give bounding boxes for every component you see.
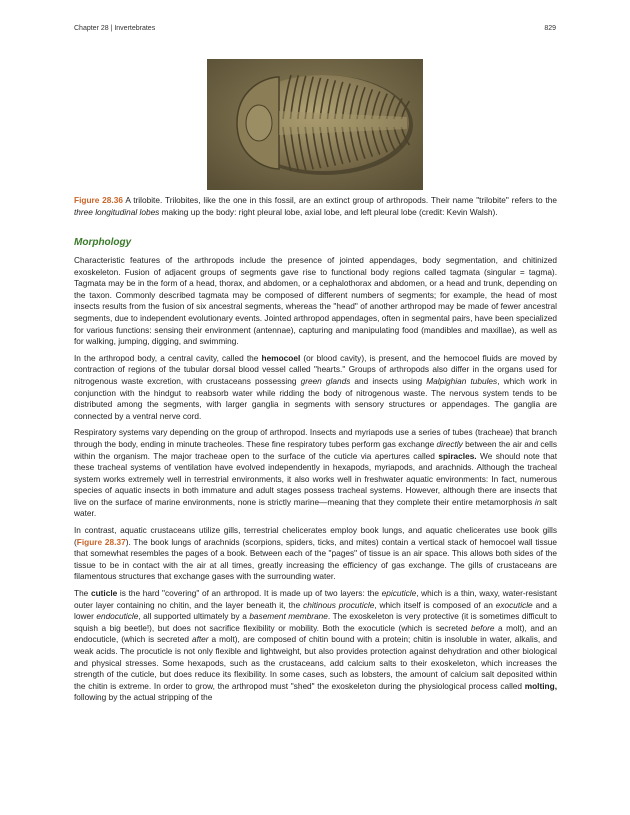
trilobite-fossil-image <box>207 59 423 190</box>
figure-link[interactable]: Figure 28.37 <box>76 536 126 547</box>
figure-label: Figure 28.36 <box>74 195 123 205</box>
page-number: 829 <box>544 25 556 32</box>
paragraph: In the arthropod body, a central cavity, called the hemocoel (or blood cavity), is present, and the hemocoel fluids are moved by contraction of regions of the tubular dorsal blood vessel called "hearts." Groups of arthropods also differ in the organs used for nitrogenous waste excretion, with crustaceans possessing green glands and insects using Malpighian tubules, which work in conjunction with the hindgut to reabsorb water while ridding the body of nitrogenous waste. The nervous system tends to be distributed among the segments, with larger ganglia in segments with sensory structures or appendages. The ganglia are connected by a ventral nerve cord. <box>74 352 557 421</box>
page-header <box>74 25 556 32</box>
paragraph: Characteristic features of the arthropods include the presence of jointed appendages, body segmentation, and chitinized exoskeleton. Fusion of adjacent groups of segments gave rise to functional body regions called tagmata (singular = tagma). Tagmata may be in the form of a head, thorax, and abdomen, or a cephalothorax and abdomen, or a head and trunk, depending on the taxon. Commonly described tagmata may be composed of different numbers of segments; for example, the head of most insects results from the fusion of six ancestral segments, whereas the "head" of another arthropod may be made of fewer ancestral segments, due to independent evolutionary events. Jointed arthropod appendages, often in segmental pairs, have been specialized for various functions: sensing their environment (antennae), capturing and manipulating food (mandibles and maxillae), as well as for walking, jumping, digging, and swimming. <box>74 255 557 347</box>
body-text <box>74 255 557 709</box>
caption-text: making up the body: right pleural lobe, axial lobe, and left pleural lobe (credit: Kevin Walsh). <box>159 206 498 217</box>
trilobite-fossil-graphic <box>207 59 423 190</box>
chapter-title: Chapter 28 | Invertebrates <box>74 25 156 32</box>
section-heading: Morphology <box>74 237 132 248</box>
paragraph: In contrast, aquatic crustaceans utilize gills, terrestrial chelicerates employ book lungs, and aquatic chelicerates use book gills (Figure 28.37). The book lungs of arachnids (scorpions, spiders, ticks, and mites) contain a vertical stack of hemocoel wall tissue that somewhat resembles the pages of a book. Between each of the "pages" of tissue is an air space. This allows both sides of the tissue to be in contact with the air at all times, greatly increasing the efficiency of gas exchange. The gills of crustaceans are filamentous structures that exchange gases with the surrounding water. <box>74 525 558 582</box>
paragraph: Respiratory systems vary depending on the group of arthropod. Insects and myriapods use a series of tubes (tracheae) that branch through the body, ending in minute tracheoles. These fine respiratory tubes perform gas exchange directly between the air and cells within the organism. The major tracheae open to the surface of the cuticle via apertures called spiracles. We should note that these tracheal systems of ventilation have evolved independently in hexapods, myriapods, and arachnids. Although the tracheal system works extremely well in terrestrial environments, it also works well in freshwater aquatic environments: In fact, numerous species of aquatic insects in both immature and adult stages possess tracheal systems. However, although there are insects that live on the surface of marine environments, none is strictly marine—meaning that they complete their entire metamorphosis in salt water. <box>74 427 558 519</box>
figure-caption <box>74 195 557 218</box>
paragraph: The cuticle is the hard "covering" of an arthropod. It is made up of two layers: the epicuticle, which is a thin, waxy, water-resistant outer layer containing no chitin, and the layer beneath it, the chitinous procuticle, which itself is composed of an exocuticle and a lower endocuticle, all supported ultimately by a basement membrane. The exoskeleton is very protective (it is sometimes difficult to squish a big beetle!), but does not sacrifice flexibility or mobility. Both the exocuticle (which is secreted before a molt), and an endocuticle, (which is secreted after a molt), are composed of chitin bound with a protein; chitin is insoluble in water, alkalis, and weak acids. The procuticle is not only flexible and lightweight, but also provides protection against dehydration and other biological and physical stresses. Some hexapods, such as the crustaceans, add calcium salts to their exoskeleton, which increases the strength of the cuticle, but does reduce its flexibility. In some cases, such as lobsters, the amount of calcium salt deposited within the chitin is extreme. In order to grow, the arthropod must "shed" the exoskeleton during the physiological process called molting, following by the actual stripping of the <box>74 588 558 703</box>
caption-emphasis: three longitudinal lobes <box>74 206 160 217</box>
caption-text: A trilobite. Trilobites, like the one in this fossil, are an extinct group of arthropods. Their name "trilobite" refers to the <box>122 195 558 205</box>
